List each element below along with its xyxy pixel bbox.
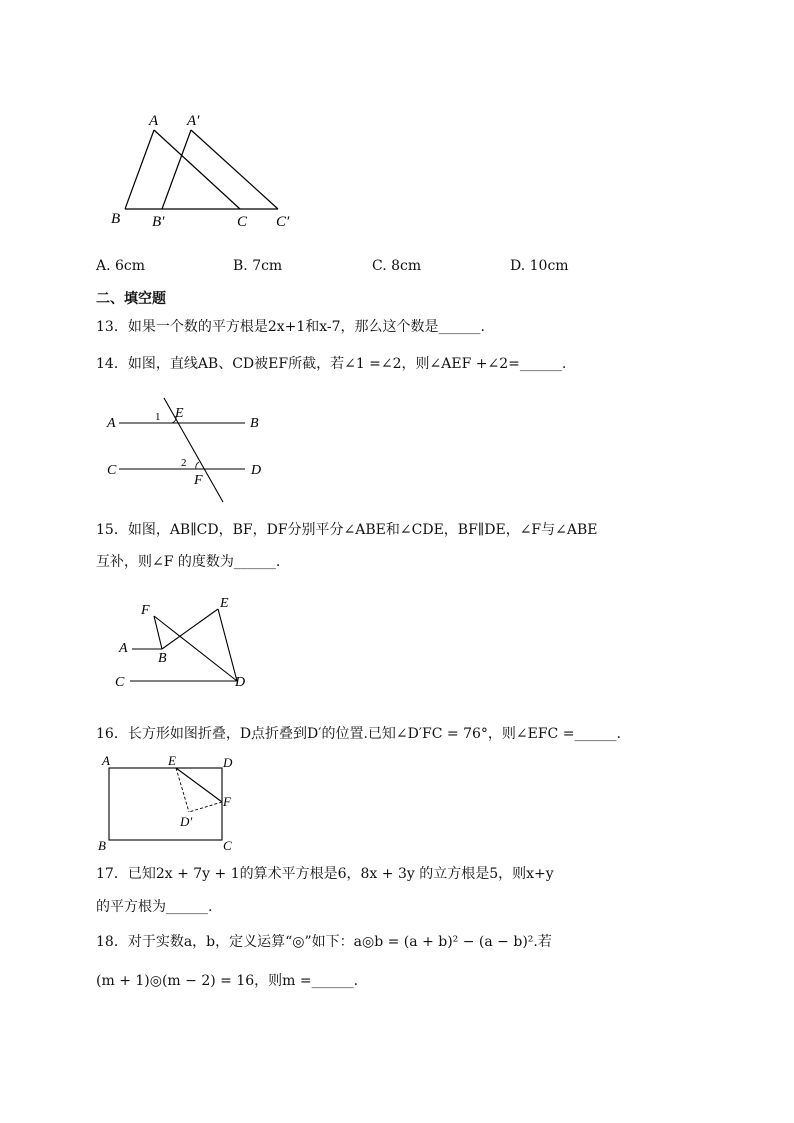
label-C: C [237, 214, 248, 230]
option-d: D. 10cm [510, 258, 569, 274]
question-16: 16．长方形如图折叠，D点折叠到D′的位置.已知∠D′FC = 76°，则∠EFC =______. [96, 726, 621, 742]
dashed-ED-prime [176, 768, 189, 812]
section-title: 二、填空题 [96, 291, 166, 307]
label-A: A [107, 416, 116, 431]
label-D: D [235, 675, 246, 690]
label-C: C [115, 675, 125, 690]
label-B: B [250, 416, 259, 431]
question-15-line1: 15．如图，AB∥CD，BF，DF分别平分∠ABE和∠CDE，BF∥DE，∠F与∠ABE [96, 522, 598, 538]
label-E: E [220, 596, 229, 611]
label-B-prime: B′ [152, 214, 165, 230]
label-C-prime: C′ [276, 214, 290, 230]
label-E: E [168, 753, 176, 768]
label-B: B [111, 211, 121, 227]
option-c: C. 8cm [372, 258, 422, 274]
label-B: B [98, 838, 106, 852]
label-C: C [223, 838, 232, 852]
segment-A-prime-C-prime [191, 130, 278, 209]
segment-FD [154, 616, 237, 681]
angle-label-1: 1 [155, 411, 161, 423]
fold-line-EF [176, 768, 222, 802]
question-18-line1: 18．对于实数a，b，定义运算“◎”如下：a◎b = (a + b)² − (a − b)².若 [96, 934, 552, 950]
angle-label-2: 2 [181, 457, 187, 469]
option-a: A. 6cm [96, 258, 146, 274]
question-17-line2: 的平方根为______. [96, 899, 213, 915]
label-F: F [223, 794, 231, 809]
label-A: A [102, 753, 110, 768]
question-18-line2: (m + 1)◎(m − 2) = 16，则m =______. [96, 973, 359, 989]
triangles-figure [100, 108, 310, 238]
label-D-prime: D′ [180, 814, 193, 829]
dashed-FD-prime [189, 802, 222, 812]
question-14: 14．如图，直线AB、CD被EF所截，若∠1 =∠2，则∠AEF +∠2=______. [96, 356, 567, 372]
parallel-lines-figure [100, 396, 270, 508]
zigzag-figure [110, 592, 260, 692]
question-13: 13．如果一个数的平方根是2x+1和x-7，那么这个数是______. [96, 319, 485, 335]
label-E: E [175, 406, 184, 421]
label-A: A [119, 641, 128, 656]
label-F: F [194, 473, 203, 488]
folded-rectangle-figure [96, 752, 246, 852]
label-D: D [251, 463, 262, 478]
label-C: C [107, 463, 117, 478]
question-15-line2: 互补，则∠F 的度数为______. [96, 554, 281, 570]
label-F: F [141, 603, 150, 618]
label-A-prime: A′ [187, 113, 200, 129]
angle-2-arc [196, 462, 199, 469]
label-A: A [149, 113, 159, 129]
segment-AB [125, 130, 154, 209]
label-B: B [158, 651, 167, 666]
option-b: B. 7cm [233, 258, 283, 274]
segment-ED [218, 609, 237, 681]
question-17-line1: 17．已知2x + 7y + 1的算术平方根是6，8x + 3y 的立方根是5，则x+y [96, 866, 554, 882]
label-D: D [223, 755, 233, 770]
rectangle-ABCD [109, 768, 222, 840]
